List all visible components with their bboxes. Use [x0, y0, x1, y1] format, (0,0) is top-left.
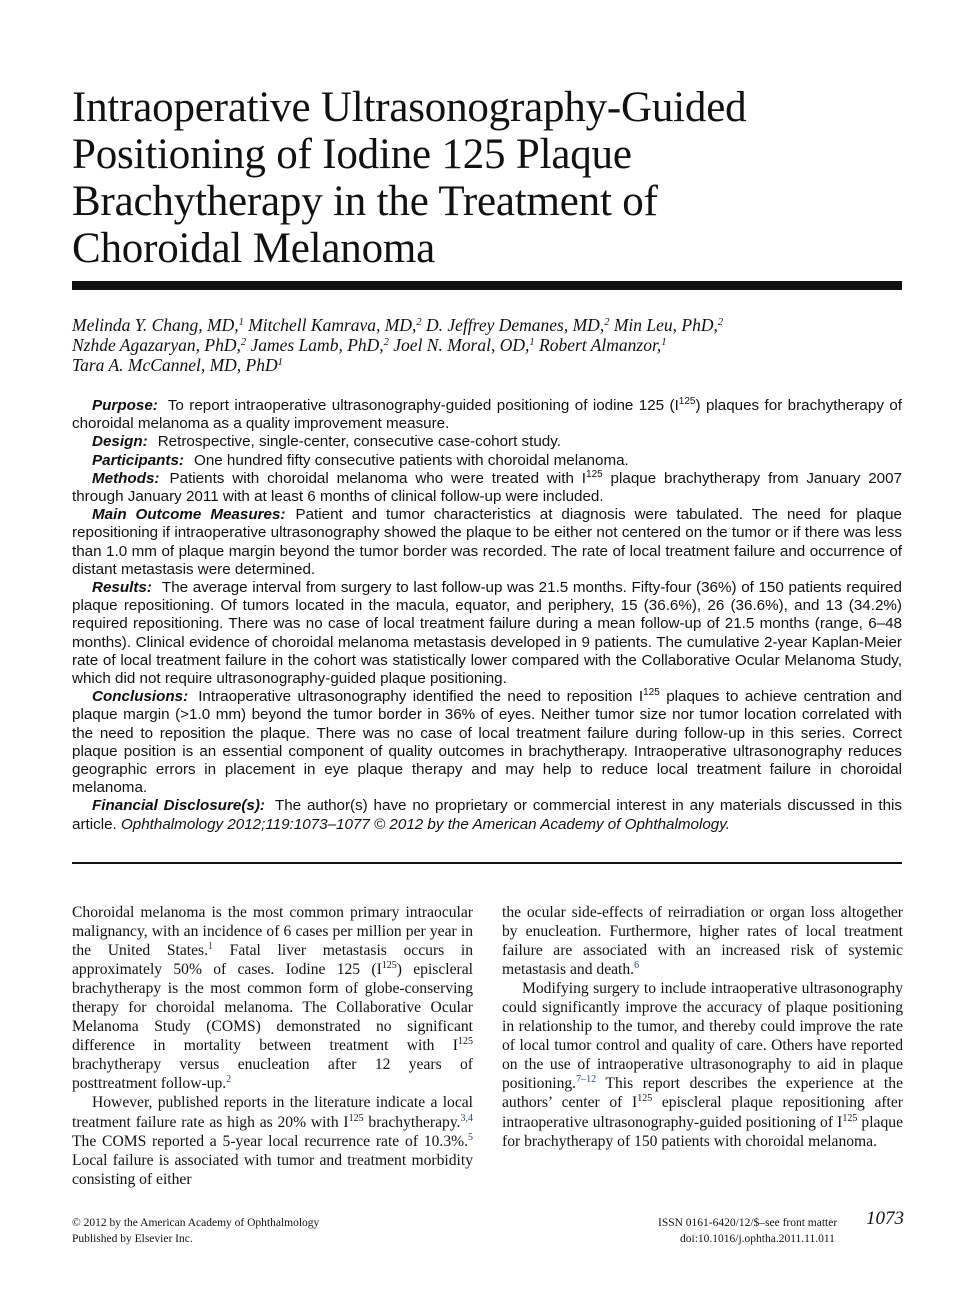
author-name: Joel N. Moral, OD, [393, 335, 530, 355]
author-name: Robert Almanzor, [539, 335, 662, 355]
section-label: Participants: [92, 451, 184, 469]
affiliation-mark: 2 [604, 317, 610, 328]
abstract-text: The average interval from surgery to last follow-up was 21.5 months. Fifty-four (36%) of 150 patients required plaque repositioning. Of tumors located in the macula, equator, and periphery, 15 (36.6%), 26 (36.6%), and 13 (34.2%) required repositioning. There was no case of local treatment failure during a mean follow-up of 21.5 months (range, 6–48 months). Clinical evidence of choroidal melanoma metastasis developed in 9 patients. The cumulative 2-year Kaplan-Meier rate of local treatment failure in the cohort was statistically lower compared with the Collaborative Ocular Melanoma Study, which did not require ultrasonography-guided plaque positioning. [72, 579, 902, 688]
abstract-divider [72, 862, 902, 864]
abstract-text: One hundred fifty consecutive patients with choroidal melanoma. [194, 451, 629, 469]
body-text: This report describes the experience at the authors’ center of I [502, 1075, 903, 1112]
affiliation-mark: 2 [416, 317, 422, 328]
abstract-disclosure [72, 797, 902, 833]
section-label: Financial Disclosure(s): [92, 797, 265, 815]
title-line: Positioning of Iodine 125 Plaque [72, 131, 632, 178]
body-text: Local failure is associated with tumor and treatment morbidity consisting of either [72, 1151, 473, 1188]
abstract-methods [72, 470, 902, 506]
body-text: the ocular side-effects of reirradiation or organ loss altogether by enucleation. Furthermore, higher rates of local treatment failure are associated with an increased risk of systemic metastasis and death. [502, 904, 903, 979]
section-label: Methods: [92, 469, 160, 487]
superscript: 125 [637, 1093, 653, 1105]
abstract-text: ) plaques for brachytherapy of choroidal melanoma as a quality improvement measure. [72, 397, 902, 433]
author-name: James Lamb, PhD, [250, 335, 384, 355]
article-title [72, 84, 892, 272]
abstract-purpose [72, 397, 902, 433]
affiliation-mark: 1 [661, 337, 667, 348]
body-paragraph [502, 979, 903, 1150]
affiliation-mark: 2 [383, 337, 389, 348]
body-text: However, published reports in the literature indicate a local treatment failure rate as high as 20% with I [72, 1094, 473, 1131]
reference-link[interactable]: 6 [634, 960, 640, 972]
abstract-outcomes [72, 506, 902, 579]
body-text: The COMS reported a 5-year local recurrence rate of 10.3%. [72, 1132, 468, 1150]
body-text: Fatal liver metastasis occurs in approximately 50% of cases. Iodine 125 (I [72, 942, 474, 979]
superscript: 125 [586, 468, 603, 480]
body-text: Choroidal melanoma is the most common primary intraocular malignancy, with an incidence of 6 cases per million per year in the United States. [72, 904, 473, 960]
section-label: Purpose: [92, 397, 158, 414]
body-paragraph [72, 903, 473, 1093]
section-label: Design: [92, 433, 148, 451]
superscript: 125 [458, 1036, 473, 1048]
section-label: Main Outcome Measures: [92, 506, 286, 524]
superscript: 125 [842, 1112, 858, 1124]
author-line [72, 315, 902, 335]
abstract-results [72, 579, 902, 688]
superscript: 125 [381, 960, 397, 972]
affiliation-mark: 1 [529, 337, 535, 348]
abstract-text: To report intraoperative ultrasonography-guided positioning of iodine 125 (I [167, 397, 679, 414]
author-line [72, 335, 902, 355]
title-line: Intraoperative Ultrasonography-Guided [72, 84, 747, 131]
author-name: Min Leu, PhD, [613, 315, 718, 335]
author-line [72, 355, 902, 375]
abstract-text: Intraoperative ultrasonography identified the need to reposition I [198, 688, 644, 706]
reference-link[interactable]: 7–12 [576, 1074, 597, 1086]
abstract-design [72, 433, 902, 451]
affiliation-mark: 2 [717, 317, 724, 328]
body-text: plaque for brachytherapy of 150 patients with choroidal melanoma. [502, 1113, 903, 1150]
body-text: ) episcleral brachytherapy is the most common form of globe-conserving therapy for choroidal melanoma. The Collaborative Ocular Melanoma Study (COMS) demonstrated no significant difference in mortality between treatment with I [72, 961, 473, 1055]
abstract-text: Retrospective, single-center, consecutive case-cohort study. [157, 433, 561, 451]
abstract-participants [72, 452, 902, 470]
journal-citation: Ophthalmology 2012;119:1073–1077 © 2012 by the American Academy of Ophthalmology. [120, 815, 730, 833]
body-text: Modifying surgery to include intraoperative ultrasonography could significantly improve the accuracy of plaque positioning in relationship to the tumor, and thereby could improve the rate of local tumor control and quality of care. Others have reported on the use of intraoperative ultrasonography to aid in plaque positioning. [502, 980, 903, 1093]
section-label: Conclusions: [92, 688, 189, 706]
author-name: Mitchell Kamrava, MD, [248, 315, 417, 335]
superscript: 125 [643, 687, 660, 699]
title-line: Choroidal Melanoma [72, 225, 436, 272]
footer-left [72, 1215, 319, 1247]
body-column-left [72, 903, 473, 1189]
author-name: Melinda Y. Chang, MD, [72, 315, 239, 335]
abstract-text: Patients with choroidal melanoma who were treated with I [169, 469, 587, 487]
superscript: 125 [678, 396, 696, 407]
affiliation-mark: 1 [238, 317, 244, 328]
author-name: Nzhde Agazaryan, PhD, [72, 335, 241, 355]
abstract-conclusions [72, 688, 902, 797]
title-line: Brachytherapy in the Treatment of [72, 178, 658, 225]
reference-link[interactable]: 1 [207, 941, 213, 953]
reference-link[interactable]: 3,4 [460, 1112, 474, 1124]
author-name: D. Jeffrey Demanes, MD, [426, 315, 605, 335]
page-number: 1073 [866, 1208, 904, 1229]
abstract-text: Patient and tumor characteristics at diagnosis were tabulated. The need for plaque repositioning if intraoperative ultrasonography showed the plaque to be either not centered on the tumor or if there was less than 1.0 mm of plaque margin beyond the tumor border was recorded. The rate of local treatment failure and occurrence of distant metastasis were determined. [72, 506, 902, 578]
author-name: Tara A. McCannel, MD, PhD [72, 355, 278, 375]
body-text: brachytherapy versus enucleation after 12 years of posttreatment follow-up. [72, 1056, 473, 1093]
title-divider [72, 281, 902, 290]
issn-info: ISSN 0161-6420/12/$–see front matter [658, 1217, 838, 1229]
author-list [72, 315, 902, 375]
section-label: Results: [92, 579, 152, 597]
body-text: episcleral plaque repositioning after intraoperative ultrasonography-guided positioning of I [502, 1094, 904, 1131]
doi-link[interactable]: doi:10.1016/j.ophtha.2011.11.011 [680, 1233, 835, 1245]
affiliation-mark: 2 [240, 337, 247, 348]
affiliation-mark: 1 [277, 357, 283, 368]
abstract-text: plaque brachytherapy from January 2007 through January 2011 with at least 6 months of clinical follow-up were included. [72, 469, 902, 506]
superscript: 125 [348, 1112, 364, 1124]
body-text: brachytherapy. [363, 1113, 461, 1131]
abstract [72, 397, 902, 834]
copyright-notice: © 2012 by the American Academy of Ophthalmology [72, 1217, 320, 1229]
body-paragraph [72, 1093, 473, 1188]
reference-link[interactable]: 5 [468, 1131, 473, 1143]
reference-link[interactable]: 2 [226, 1074, 232, 1086]
abstract-text: plaques to achieve centration and plaque margin (>1.0 mm) beyond the tumor border in 36% of eyes. Neither tumor size nor tumor location correlated with the need to reposition the plaque. There was no case of local treatment failure during follow-up in this series. Correct plaque position is an essential component of quality outcomes in brachytherapy. Intraoperative ultrasonography reduces geographic errors in placement in eye plaque therapy and may help to reduce local treatment failure in choroidal melanoma. [72, 688, 902, 797]
body-paragraph [502, 903, 903, 979]
body-column-right [502, 903, 903, 1151]
publisher-notice: Published by Elsevier Inc. [72, 1233, 193, 1245]
abstract-text: The author(s) have no proprietary or commercial interest in any materials discussed in this article. [72, 797, 903, 833]
